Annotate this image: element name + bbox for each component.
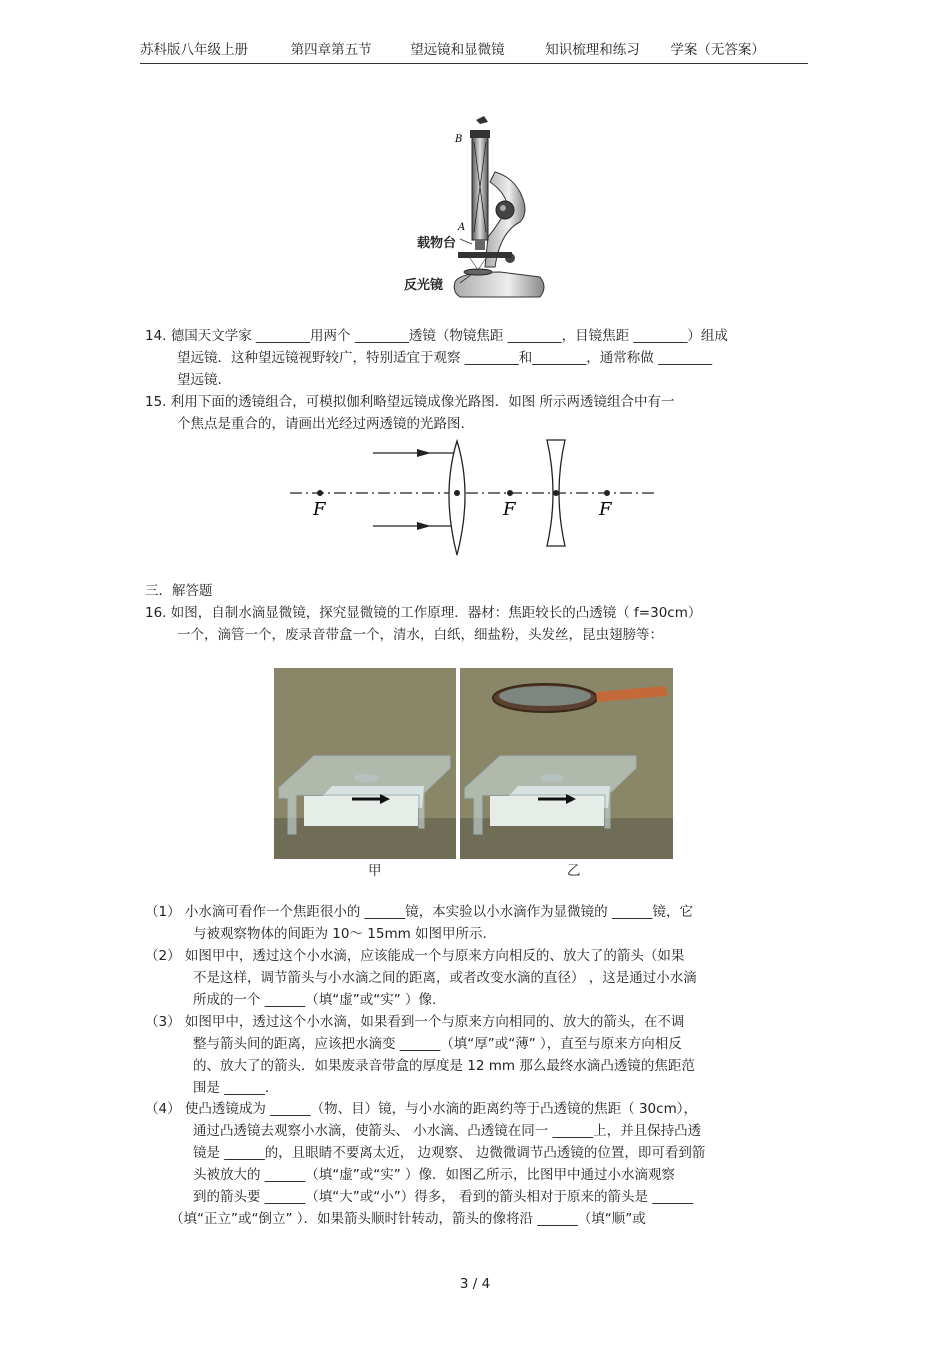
label-a: A <box>458 222 466 233</box>
header-book: 苏科版八年级上册 <box>140 42 248 58</box>
q14-line1: 14. 德国天文学家 ________用两个 ________透镜（物镜焦距 ________，目镜焦距 ________）组成 <box>145 328 728 344</box>
section-title: 三．解答题 <box>145 583 213 599</box>
header-section: 知识梳理和练习 <box>545 42 640 58</box>
header-chapter: 第四章第五节 <box>290 42 372 58</box>
caption-yi: 乙 <box>567 863 581 879</box>
f-label-1: F <box>313 499 326 520</box>
sub4-line5: 到的箭头要 ______（填“大”或“小”）得多， 看到的箭头相对于原来的箭头是 ______ <box>193 1189 693 1205</box>
sub4-line2: 通过凸透镜去观察小水滴，使箭头、 小水滴、凸透镜在同一 ______上，并且保持凸透 <box>193 1123 702 1139</box>
sub4-line3: 镜是 ______的，且眼睛不要离太近， 边观察、 边微微调节凸透镜的位置，即可看到箭 <box>193 1145 706 1161</box>
sub2-line3: 所成的一个 ______（填“虚”或“实” ）像. <box>193 992 437 1008</box>
page-header <box>140 38 808 58</box>
f-label-2: F <box>503 499 516 520</box>
lens-diagram <box>285 438 660 558</box>
header-divider <box>140 63 808 64</box>
sub4-line1: （4） 使凸透镜成为 ______（物、目）镜，与小水滴的距离约等于凸透镜的焦距（ 30cm）， <box>145 1101 697 1117</box>
sub1-line2: 与被观察物体的间距为 10～ 15mm 如图甲所示. <box>193 926 487 942</box>
sub4-line4: 头被放大的 ______（填“虚”或“实” ）像．如图乙所示，比图甲中通过小水滴观察 <box>193 1167 676 1183</box>
sub3-line1: （3） 如图甲中，透过这个小水滴，如果看到一个与原来方向相同的、放大的箭头，在不调 <box>145 1014 685 1030</box>
q16-line1: 16. 如图，自制水滴显微镜，探究显微镜的工作原理．器材：焦距较长的凸透镜（ f=30cm） <box>145 605 702 621</box>
label-b: B <box>455 134 463 145</box>
q14-line2: 望远镜．这种望远镜视野较广，特别适宜于观察 ________和________，通常称做 ________ <box>177 350 713 366</box>
q15-line1: 15. 利用下面的透镜组合，可模拟伽利略望远镜成像光路图．如图 所示两透镜组合中有一 <box>145 394 675 410</box>
sub1-line1: （1） 小水滴可看作一个焦距很小的 ______镜，本实验以小水滴作为显微镜的 ______镜，它 <box>145 904 693 920</box>
convex-lens <box>449 441 465 555</box>
header-type: 学案（无答案） <box>670 42 765 58</box>
page-number: 3 / 4 <box>459 1276 491 1292</box>
q14-line3: 望远镜. <box>177 372 222 388</box>
sub4-line6: （填“正立”或“倒立” ）．如果箭头顺时针转动，箭头的像将沿 ______（填“顺”或 <box>170 1211 646 1227</box>
caption-jia: 甲 <box>368 863 382 879</box>
q15-line2: 个焦点是重合的，请画出光经过两透镜的光路图. <box>177 416 465 432</box>
sub2-line1: （2） 如图甲中，透过这个小水滴，应该能成一个与原来方向相反的、放大了的箭头（如果 <box>145 948 685 964</box>
sub3-line3: 的、放大了的箭头．如果废录音带盒的厚度是 12 mm 那么最终水滴凸透镜的焦距范 <box>193 1058 695 1074</box>
photo-jia <box>274 668 456 859</box>
stage-label: 载物台 <box>417 236 457 251</box>
focal-point-2 <box>507 490 513 496</box>
focal-point-1 <box>317 490 323 496</box>
photo-yi <box>460 668 673 859</box>
sub3-line4: 围是 ______. <box>193 1080 270 1096</box>
q16-line2: 一个，滴管一个，废录音带盒一个，清水，白纸，细盐粉，头发丝，昆虫翅膀等： <box>177 627 663 643</box>
f-label-3: F <box>599 499 612 520</box>
mirror-label: 反光镜 <box>404 278 444 293</box>
sub2-line2: 不是这样，调节箭头与小水滴之间的距离，或者改变水滴的直径） ，这是通过小水滴 <box>193 970 697 986</box>
header-topic: 望远镜和显微镜 <box>410 42 505 58</box>
sub3-line2: 整与箭头间的距离，应该把水滴变 ______（填“厚”或“薄” ），直至与原来方向相反 <box>193 1036 682 1052</box>
focal-point-3 <box>604 490 610 496</box>
